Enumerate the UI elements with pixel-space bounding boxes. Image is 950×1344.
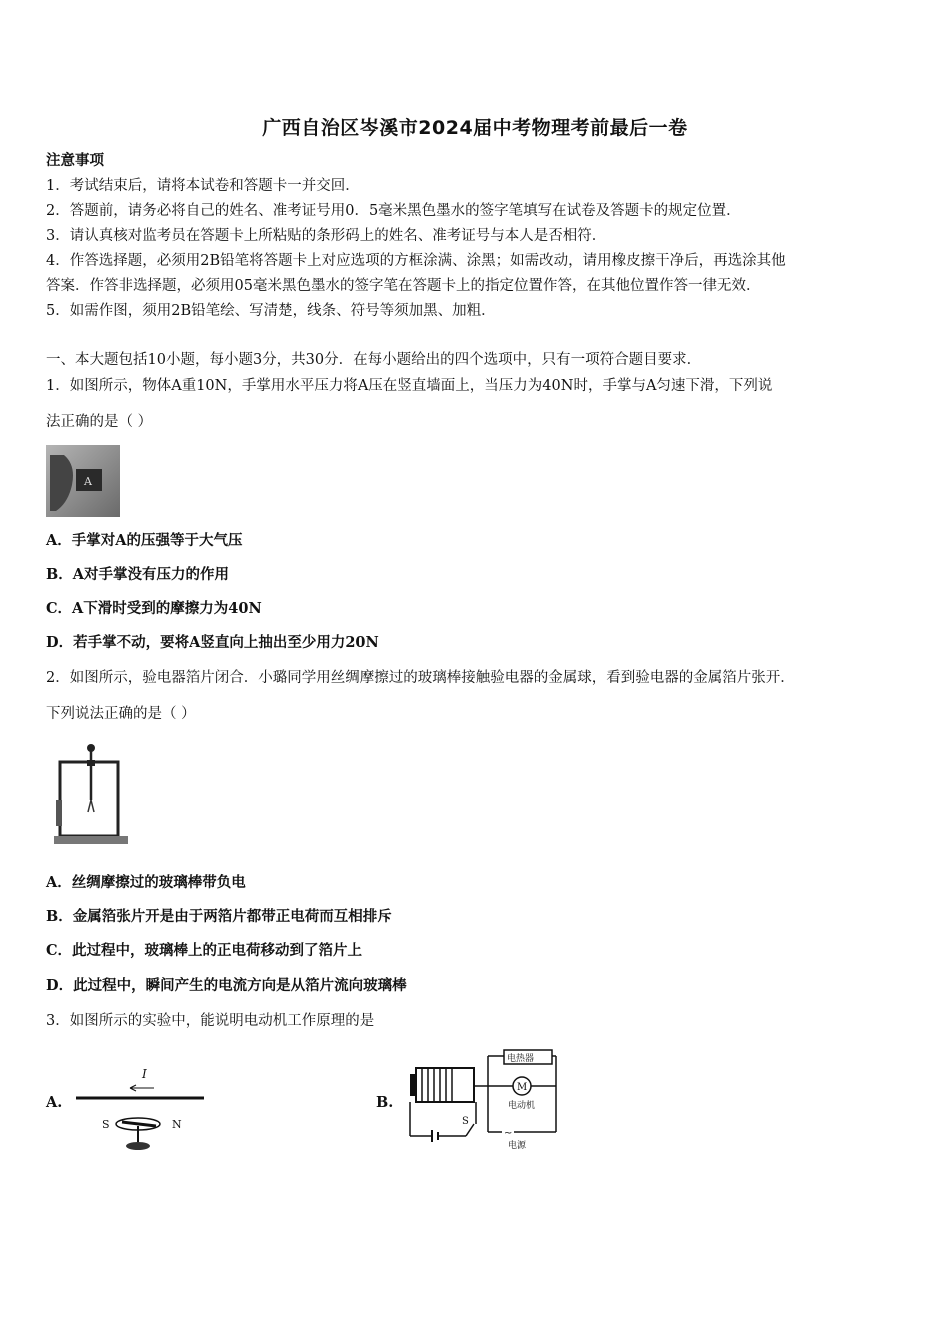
switch-label: S: [462, 1116, 469, 1127]
q1-option-b[interactable]: B．A对手掌没有压力的作用: [46, 566, 230, 583]
south-pole-label: S: [102, 1118, 110, 1131]
q2-option-b[interactable]: B．金属箔张片开是由于两箔片都带正电荷而互相排斥: [46, 908, 392, 925]
q2-option-d[interactable]: D．此过程中，瞬间产生的电流方向是从箔片流向玻璃棒: [46, 977, 407, 994]
notice-item: 1．考试结束后，请将本试卷和答题卡一并交回．: [46, 178, 360, 194]
q3-stem: 3．如图所示的实验中，能说明电动机工作原理的是: [46, 1013, 375, 1029]
q1-option-c[interactable]: C．A下滑时受到的摩擦力为40N: [46, 600, 262, 617]
q2-figure-electroscope: [46, 740, 136, 852]
notice-item: 5．如需作图，须用2B铅笔绘、写清楚，线条、符号等须加黑、加粗．: [46, 303, 496, 319]
section-heading: 一、本大题包括10小题，每小题3分，共30分．在每小题给出的四个选项中，只有一项符合题目要求．: [46, 352, 702, 368]
q1-option-a[interactable]: A．手掌对A的压强等于大气压: [46, 532, 243, 549]
q1-figure-label: A: [84, 475, 92, 488]
motor-label: 电动机: [508, 1101, 536, 1111]
q2-option-c[interactable]: C．此过程中，玻璃棒上的正电荷移动到了箔片上: [46, 942, 363, 959]
q1-figure-hand-wall: [46, 445, 120, 517]
q1-option-d[interactable]: D．若手掌不动，要将A竖直向上抽出至少用力20N: [46, 634, 379, 651]
q1-stem-cont: 法正确的是（ ）: [46, 414, 153, 430]
heater-label: 电热器: [507, 1054, 535, 1064]
q3-option-a[interactable]: A.: [46, 1094, 63, 1111]
q2-stem: 2．如图所示，验电器箔片闭合．小璐同学用丝绸摩擦过的玻璃棒接触验电器的金属球，看到验电器的金属箔片张开．: [46, 670, 795, 686]
page-title: 广西自治区岑溪市2024届中考物理考前最后一卷: [262, 117, 688, 139]
notice-item: 3．请认真核对监考员在答题卡上所粘贴的条形码上的姓名、准考证号与本人是否相符．: [46, 228, 607, 244]
q3-option-b[interactable]: B.: [376, 1094, 394, 1111]
q2-stem-cont: 下列说法正确的是（ ）: [46, 706, 196, 722]
notice-item: 2．答题前，请务必将自己的姓名、准考证号用0．5毫米黑色墨水的签字笔填写在试卷及答题卡的规定位置．: [46, 203, 741, 219]
q2-option-a[interactable]: A．丝绸摩擦过的玻璃棒带负电: [46, 874, 246, 891]
notice-item: 答案．作答非选择题，必须用05毫米黑色墨水的签字笔在答题卡上的指定位置作答，在其他位置作答一律无效．: [46, 278, 761, 294]
q3-figure-b-relay-circuit: [404, 1046, 564, 1154]
q3-figure-a-oersted: [70, 1062, 210, 1154]
motor-symbol: M: [517, 1082, 528, 1093]
notice-heading: 注意事项: [46, 152, 104, 169]
current-label: I: [142, 1067, 147, 1081]
q1-stem: 1．如图所示，物体A重10N，手掌用水平压力将A压在竖直墙面上，当压力为40N时，手掌与A匀速下滑，下列说: [46, 378, 773, 394]
north-pole-label: N: [172, 1118, 182, 1131]
power-label: 电源: [508, 1141, 527, 1151]
svg-text:~: ~: [504, 1128, 513, 1139]
notice-item: 4．作答选择题，必须用2B铅笔将答题卡上对应选项的方框涂满、涂黑；如需改动，请用橡皮擦干净后，再选涂其他: [46, 253, 786, 269]
